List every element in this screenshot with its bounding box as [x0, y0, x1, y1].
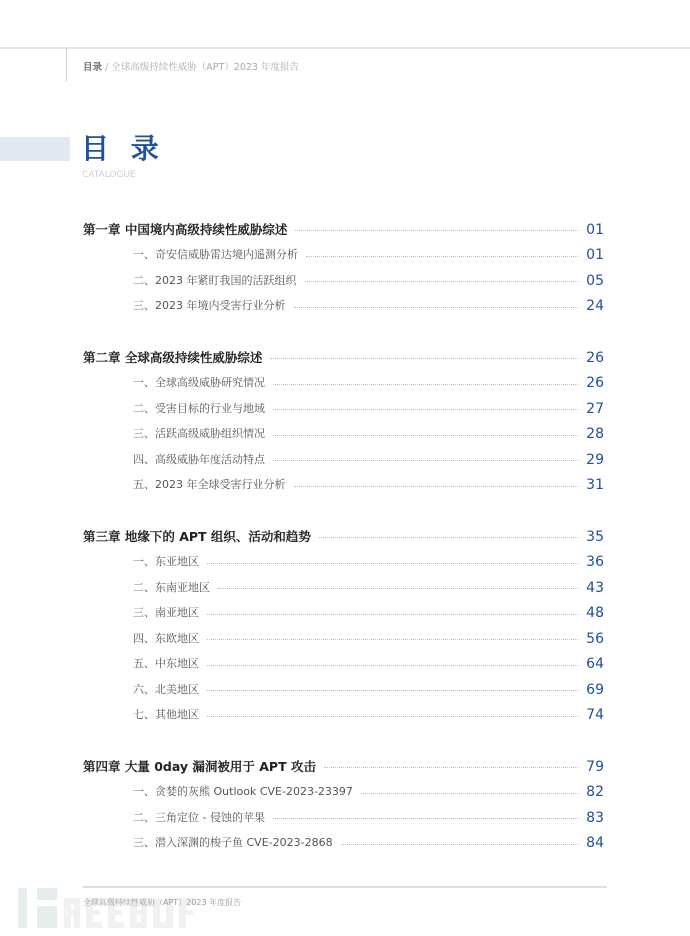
- toc-item[interactable]: [83, 396, 604, 422]
- toc-item[interactable]: [83, 780, 604, 806]
- toc-label: 二、受害目标的行业与地域: [133, 401, 265, 415]
- dot-leader: [294, 486, 579, 487]
- toc-item[interactable]: [83, 294, 604, 320]
- toc-section: [83, 217, 604, 319]
- page-number: 48: [586, 605, 604, 622]
- toc-label: 二、东南亚地区: [133, 580, 210, 594]
- dot-leader: [305, 281, 579, 282]
- table-of-contents: [83, 217, 604, 882]
- breadcrumb-doc: 全球高级持续性威胁（APT）2023 年度报告: [111, 62, 299, 73]
- toc-label: 三、活跃高级威胁组织情况: [133, 427, 265, 441]
- toc-chapter[interactable]: [83, 217, 604, 243]
- toc-item[interactable]: [83, 268, 604, 294]
- toc-label: 四、高级威胁年度活动特点: [133, 452, 265, 466]
- dot-leader: [319, 537, 578, 538]
- toc-label: 二、三角定位 - 侵蚀的苹果: [133, 810, 265, 824]
- toc-item[interactable]: [83, 805, 604, 831]
- dot-leader: [306, 256, 578, 257]
- dot-leader: [341, 844, 578, 845]
- toc-label: 七、其他地区: [133, 708, 199, 722]
- page-number: 27: [586, 400, 604, 417]
- dot-leader: [270, 358, 578, 359]
- page-number: 79: [586, 758, 604, 775]
- toc-label: 第二章 全球高级持续性威胁综述: [83, 349, 263, 365]
- page-number: 26: [586, 375, 604, 392]
- dot-leader: [324, 767, 578, 768]
- dot-leader: [273, 460, 578, 461]
- dot-leader: [218, 588, 578, 589]
- toc-label: 一、奇安信威胁雷达境内遥测分析: [133, 248, 298, 262]
- toc-label: 五、中东地区: [133, 657, 199, 671]
- toc-label: 第四章 大量 0day 漏洞被用于 APT 攻击: [83, 758, 316, 774]
- dot-leader: [207, 614, 578, 615]
- breadcrumb-separator: /: [102, 62, 112, 73]
- toc-item[interactable]: [83, 652, 604, 678]
- dot-leader: [207, 690, 578, 691]
- toc-label: 三、南亚地区: [133, 606, 199, 620]
- toc-item[interactable]: [83, 831, 604, 857]
- toc-item[interactable]: [83, 243, 604, 269]
- page-number: 01: [586, 221, 604, 238]
- page-number: 36: [586, 554, 604, 571]
- toc-chapter[interactable]: [83, 524, 604, 550]
- toc-label: 六、北美地区: [133, 682, 199, 696]
- page-number: 31: [586, 477, 604, 494]
- toc-label: 第三章 地缘下的 APT 组织、活动和趋势: [83, 528, 311, 544]
- header-divider: [0, 47, 690, 49]
- toc-section: [83, 524, 604, 728]
- page-number: 82: [586, 784, 604, 801]
- dot-leader: [207, 665, 578, 666]
- page-number: 29: [586, 451, 604, 468]
- toc-label: 三、潜入深渊的梭子鱼 CVE-2023-2868: [133, 836, 333, 850]
- toc-label: 五、2023 年全球受害行业分析: [133, 478, 286, 492]
- title-accent-bar: [0, 137, 70, 161]
- toc-item[interactable]: [83, 703, 604, 729]
- page-number: 05: [586, 272, 604, 289]
- dot-leader: [294, 307, 579, 308]
- page-number: 84: [586, 835, 604, 852]
- toc-section: [83, 754, 604, 856]
- toc-chapter[interactable]: [83, 345, 604, 371]
- toc-item[interactable]: [83, 371, 604, 397]
- dot-leader: [295, 230, 578, 231]
- header-vertical-divider: [66, 48, 67, 81]
- dot-leader: [361, 793, 578, 794]
- toc-label: 一、贪婪的灰熊 Outlook CVE-2023-23397: [133, 785, 353, 799]
- toc-chapter[interactable]: [83, 754, 604, 780]
- toc-label: 二、2023 年紧盯我国的活跃组织: [133, 273, 297, 287]
- dot-leader: [273, 384, 578, 385]
- toc-item[interactable]: [83, 626, 604, 652]
- breadcrumb: [83, 62, 299, 74]
- dot-leader: [207, 563, 578, 564]
- toc-item[interactable]: [83, 677, 604, 703]
- page-number: 01: [586, 247, 604, 264]
- toc-label: 一、东亚地区: [133, 555, 199, 569]
- page-number: 43: [586, 579, 604, 596]
- toc-item[interactable]: [83, 447, 604, 473]
- toc-label: 三、2023 年境内受害行业分析: [133, 299, 286, 313]
- dot-leader: [207, 716, 578, 717]
- dot-leader: [207, 639, 578, 640]
- page-number: 35: [586, 528, 604, 545]
- toc-section: [83, 345, 604, 498]
- breadcrumb-current: 目录: [83, 62, 103, 73]
- toc-label: 一、全球高级威胁研究情况: [133, 376, 265, 390]
- footer-text: 全球高级持续性威胁（APT）2023 年度报告: [83, 898, 242, 907]
- page-number: 24: [586, 298, 604, 315]
- page-number: 74: [586, 707, 604, 724]
- page-number: 83: [586, 809, 604, 826]
- toc-item[interactable]: [83, 575, 604, 601]
- toc-item[interactable]: [83, 550, 604, 576]
- toc-item[interactable]: [83, 422, 604, 448]
- toc-label: 四、东欧地区: [133, 631, 199, 645]
- page-number: 64: [586, 656, 604, 673]
- page-subtitle: CATALOGUE: [82, 170, 136, 180]
- page-number: 26: [586, 349, 604, 366]
- dot-leader: [273, 435, 578, 436]
- footer-divider: [83, 886, 607, 888]
- page-number: 69: [586, 681, 604, 698]
- toc-label: 第一章 中国境内高级持续性威胁综述: [83, 221, 288, 237]
- page-title: 目 录: [81, 132, 165, 165]
- toc-item[interactable]: [83, 473, 604, 499]
- dot-leader: [273, 409, 578, 410]
- page-number: 56: [586, 630, 604, 647]
- watermark-logo: [16, 886, 216, 930]
- page-number: 28: [586, 426, 604, 443]
- dot-leader: [273, 818, 578, 819]
- toc-item[interactable]: [83, 601, 604, 627]
